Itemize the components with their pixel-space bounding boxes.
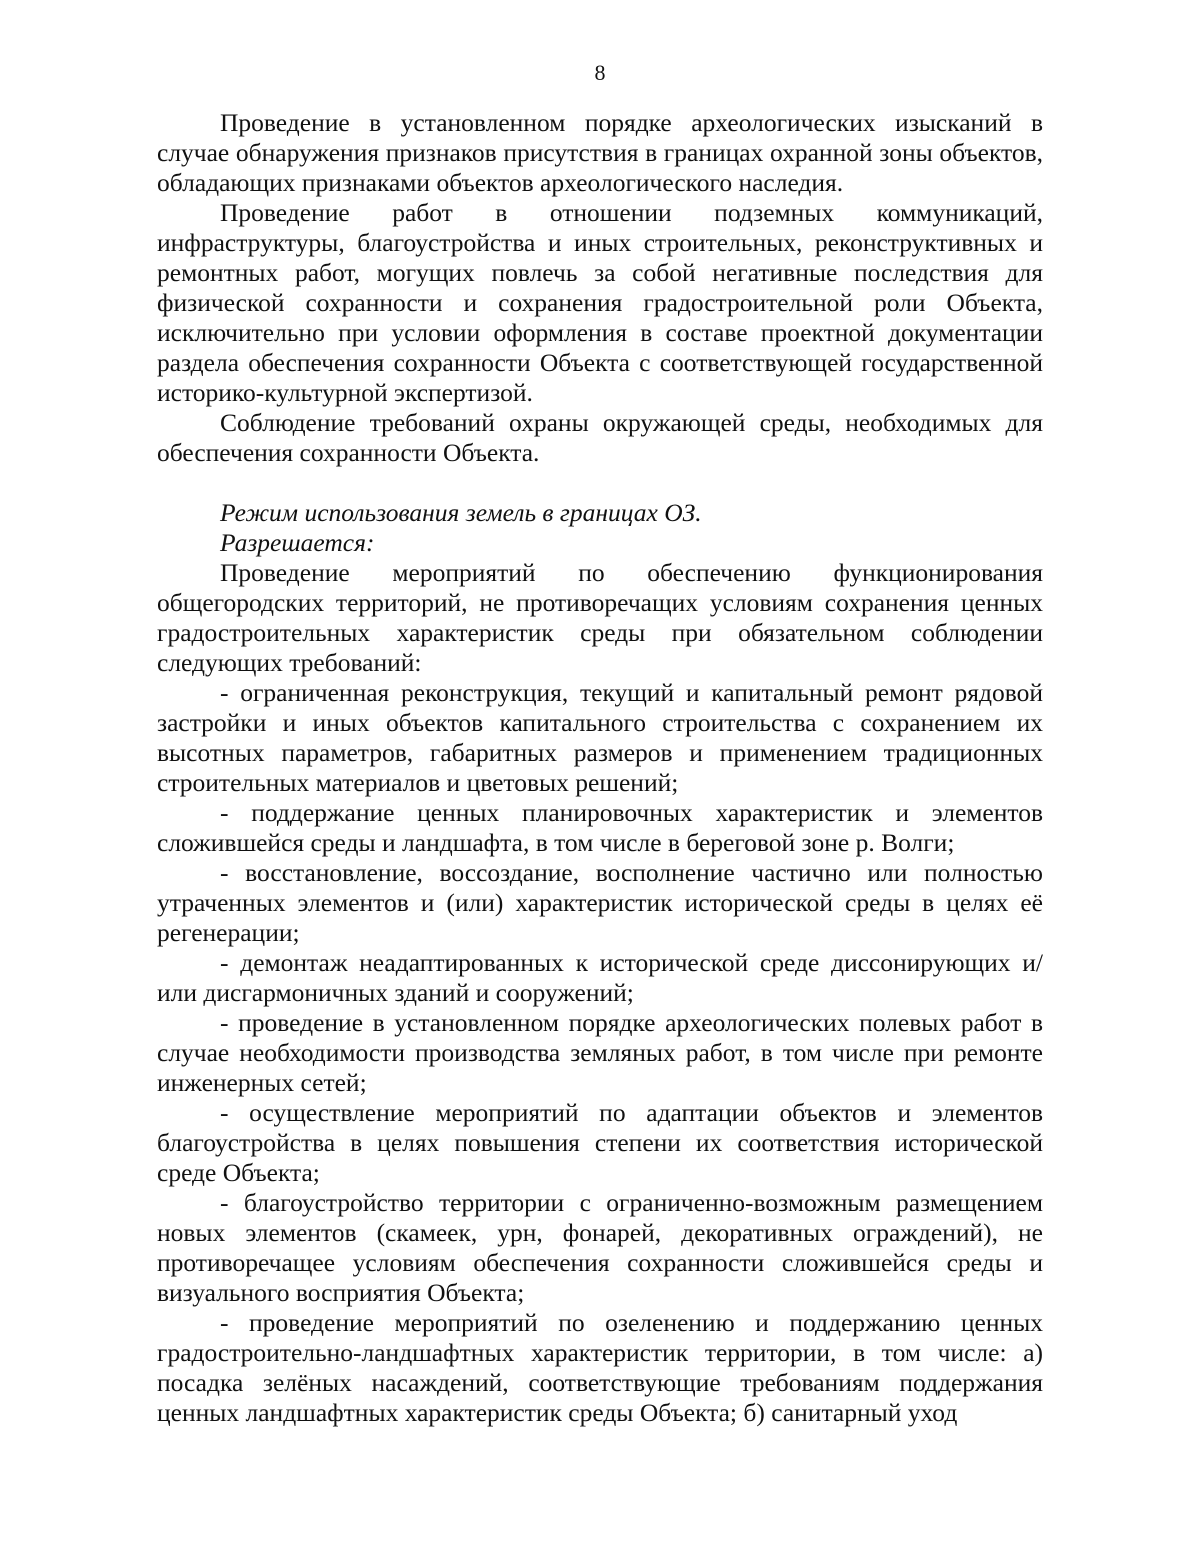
section-heading: Режим использования земель в границах ОЗ. (220, 498, 702, 527)
list-item: - осуществление мероприятий по адаптации объектов и элементов благоустройства в целях повышения степени их соответствия исторической среде Объекта; (157, 1098, 1043, 1187)
list-item: - поддержание ценных планировочных характеристик и элементов сложившейся среды и ландшафта, в том числе в береговой зоне р. Волги; (157, 798, 1043, 857)
paragraph-environment: Соблюдение требований охраны окружающей среды, необходимых для обеспечения сохранности Объекта. (157, 408, 1043, 467)
list-item: - ограниченная реконструкция, текущий и капитальный ремонт рядовой застройки и иных объектов капитального строительства с сохранением их высотных параметров, габаритных размеров и применением традиционных строительных материалов и цветовых решений; (157, 678, 1043, 797)
page-number: 8 (594, 60, 606, 85)
list-item: - благоустройство территории с ограниченно-возможным размещением новых элементов (скамеек, урн, фонарей, декоративных ограждений), не противоречащее условиям обеспечения сохранности сложившейся среды и визуального восприятия Объекта; (157, 1188, 1043, 1307)
section-spacer (157, 468, 1043, 498)
list-item: - восстановление, воссоздание, восполнение частично или полностью утраченных элементов и (или) характеристик исторической среды в целях её регенерации; (157, 858, 1043, 947)
intro-paragraph: Проведение мероприятий по обеспечению функционирования общегородских территорий, не противоречащих условиям сохранения ценных градостроительных характеристик среды при обязательном соблюдении следующих требований: (157, 558, 1043, 677)
document-body (157, 108, 1043, 1428)
list-item: - проведение мероприятий по озеленению и поддержанию ценных градостроительно-ландшафтных характеристик территории, в том числе: а) посадка зелёных насаждений, соответствующие требованиям поддержания ценных ландшафтных характеристик среды Объекта; б) санитарный уход (157, 1308, 1043, 1427)
paragraph-archaeology: Проведение в установленном порядке археологических изысканий в случае обнаружения признаков присутствия в границах охранной зоны объектов, обладающих признаками объектов археологического наследия. (157, 108, 1043, 197)
section-subheading: Разрешается: (220, 528, 375, 557)
paragraph-works: Проведение работ в отношении подземных коммуникаций, инфраструктуры, благоустройства и иных строительных, реконструктивных и ремонтных работ, могущих повлечь за собой негативные последствия для физической сохранности и сохранения градостроительной роли Объекта, исключительно при условии оформления в составе проектной документации раздела обеспечения сохранности Объекта с соответствующей государственной историко-культурной экспертизой. (157, 198, 1043, 407)
list-item: - проведение в установленном порядке археологических полевых работ в случае необходимости производства земляных работ, в том числе при ремонте инженерных сетей; (157, 1008, 1043, 1097)
list-item: - демонтаж неадаптированных к исторической среде диссонирующих и/или дисгармоничных зданий и сооружений; (157, 948, 1043, 1007)
